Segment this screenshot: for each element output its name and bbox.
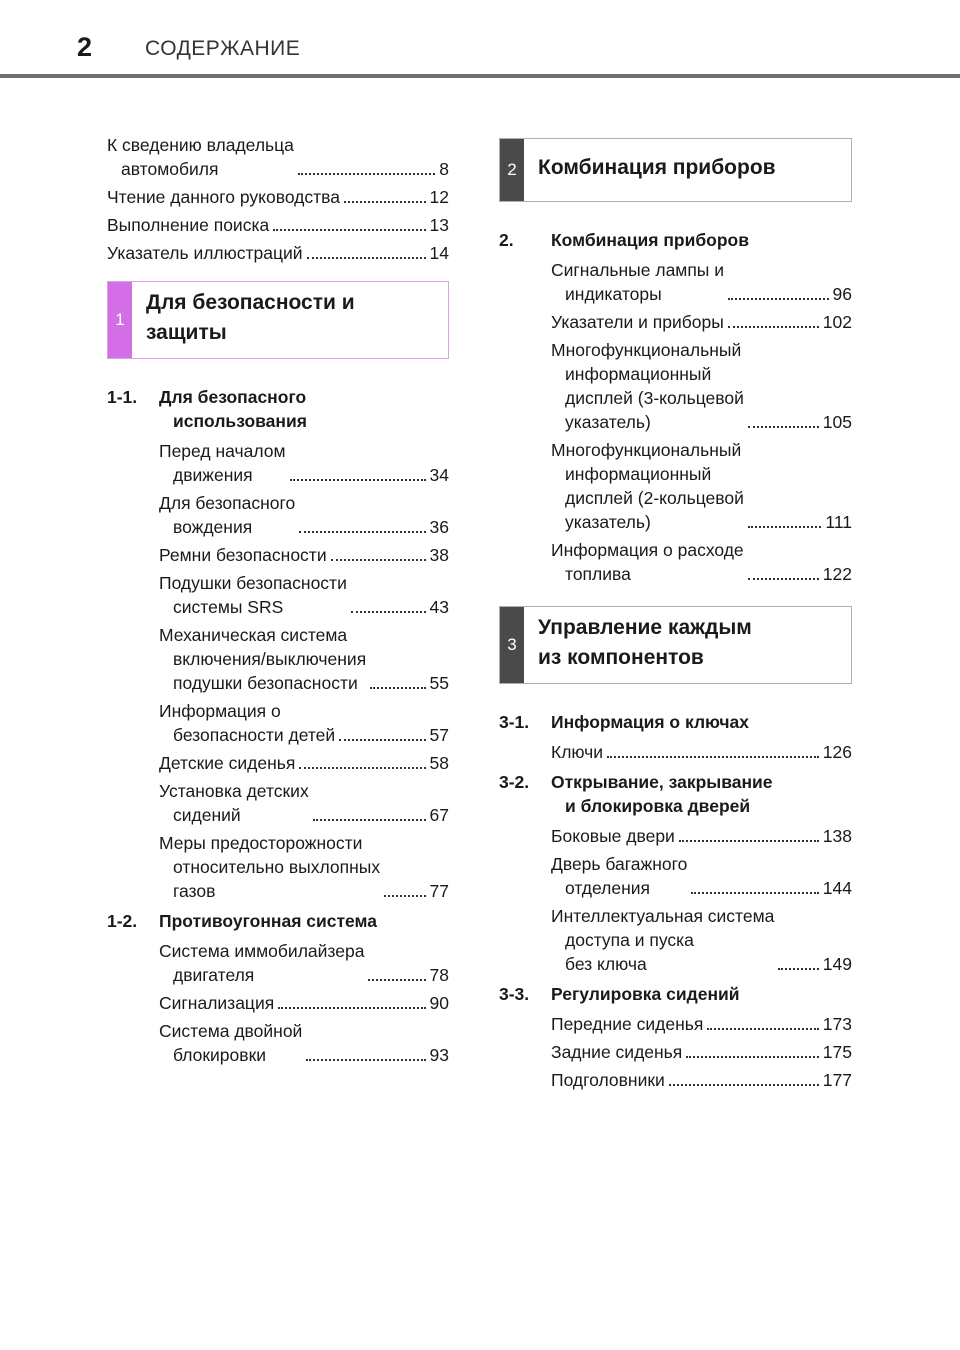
toc-entry-label: Детские сиденья <box>159 753 296 773</box>
section-number: 3 <box>500 607 524 683</box>
toc-category[interactable] <box>499 710 852 734</box>
toc-entry[interactable] <box>551 1040 852 1064</box>
toc-entry[interactable] <box>159 623 449 695</box>
dot-leader <box>298 173 435 175</box>
toc-category[interactable] <box>107 909 449 933</box>
toc-entry-label: Перед началом движения <box>159 441 286 485</box>
toc-entry-page: 8 <box>439 159 449 179</box>
dot-leader <box>351 611 426 613</box>
toc-category[interactable] <box>499 982 852 1006</box>
toc-category-title: Регулировка сидений <box>551 984 740 1004</box>
dot-leader <box>307 257 426 259</box>
toc-category-number: 1-2. <box>107 911 138 931</box>
toc-entry[interactable] <box>159 699 449 747</box>
toc-entry[interactable] <box>107 241 449 265</box>
toc-entry-page: 138 <box>822 826 852 846</box>
toc-column-right <box>499 138 852 1096</box>
toc-entry-page: 12 <box>429 187 449 207</box>
toc-entry-page: 14 <box>429 243 449 263</box>
toc-entry-label: Указатель иллюстраций <box>107 243 303 263</box>
toc-entry-page: 173 <box>822 1014 852 1034</box>
toc-entry[interactable] <box>551 740 852 764</box>
toc-entry-label: Для безопасного вождения <box>159 493 296 537</box>
toc-entry-label: Сигнальные лампы и индикаторы <box>551 260 725 304</box>
toc-entry[interactable] <box>551 1012 852 1036</box>
toc-column-left <box>107 133 449 1071</box>
toc-entry[interactable] <box>159 939 449 987</box>
dot-leader <box>306 1059 425 1061</box>
toc-entry-page: 90 <box>429 993 449 1013</box>
section-1 <box>107 281 449 1067</box>
toc-entry[interactable] <box>551 538 852 586</box>
toc-entry-page: 55 <box>429 673 449 693</box>
toc-entry[interactable] <box>159 543 449 567</box>
dot-leader <box>728 326 819 328</box>
section-3 <box>499 606 852 1092</box>
toc-category[interactable] <box>107 385 449 433</box>
toc-entry-label: К сведению владельца автомобиля <box>107 135 294 179</box>
toc-category-entries <box>159 939 449 1067</box>
toc-entry-page: 36 <box>429 517 449 537</box>
dot-leader <box>339 739 425 741</box>
section-title: Управление каждым из компонентов <box>538 616 752 669</box>
dot-leader <box>299 767 425 769</box>
dot-leader <box>290 479 426 481</box>
toc-entry[interactable] <box>551 824 852 848</box>
toc-entry-label: Многофункциональный информационный дисплей (3-кольцевой указатель) <box>551 340 744 432</box>
toc-entry-page: 57 <box>429 725 449 745</box>
section-header[interactable] <box>499 138 852 202</box>
toc-entry[interactable] <box>159 991 449 1015</box>
toc-entry-label: Чтение данного руководства <box>107 187 340 207</box>
dot-leader <box>679 840 819 842</box>
toc-entry-label: Сигнализация <box>159 993 275 1013</box>
toc-entry-page: 96 <box>832 284 852 304</box>
section-title: Комбинация приборов <box>538 156 776 179</box>
section-number: 2 <box>500 139 524 201</box>
toc-entry[interactable] <box>159 831 449 903</box>
toc-entry-label: Подголовники <box>551 1070 665 1090</box>
toc-category-title: Комбинация приборов <box>551 230 749 250</box>
toc-entry-page: 43 <box>429 597 449 617</box>
toc-entry-page: 175 <box>822 1042 852 1062</box>
toc-entry-page: 93 <box>429 1045 449 1065</box>
toc-entry-label: Установка детских сидений <box>159 781 309 825</box>
intro-entries <box>107 133 449 265</box>
toc-category-number: 3-2. <box>499 772 530 792</box>
toc-entry-label: Дверь багажного отделения <box>551 854 688 898</box>
dot-leader <box>691 892 818 894</box>
toc-entry[interactable] <box>159 439 449 487</box>
toc-entry[interactable] <box>551 258 852 306</box>
toc-entry-page: 144 <box>822 878 852 898</box>
toc-entry-label: Боковые двери <box>551 826 675 846</box>
toc-entry[interactable] <box>159 491 449 539</box>
toc-entry-label: Многофункциональный информационный дисплей (2-кольцевой указатель) <box>551 440 744 532</box>
toc-entry-page: 77 <box>429 881 449 901</box>
toc-entry[interactable] <box>159 779 449 827</box>
dot-leader <box>370 687 425 689</box>
page-header <box>0 0 960 80</box>
toc-entry-label: Указатели и приборы <box>551 312 724 332</box>
toc-entry-label: Ремни безопасности <box>159 545 327 565</box>
toc-entry[interactable] <box>107 185 449 209</box>
dot-leader <box>331 559 426 561</box>
toc-entry[interactable] <box>159 751 449 775</box>
toc-entry[interactable] <box>551 852 852 900</box>
toc-entry-page: 122 <box>822 564 852 584</box>
toc-category-number: 1-1. <box>107 387 138 407</box>
toc-entry-page: 149 <box>822 954 852 974</box>
toc-category-entries <box>159 439 449 903</box>
toc-category-entries <box>551 1012 852 1092</box>
dot-leader <box>313 819 426 821</box>
toc-entry-page: 34 <box>429 465 449 485</box>
toc-category[interactable] <box>499 770 852 818</box>
toc-category-title: Информация о ключах <box>551 712 749 732</box>
toc-entry-label: Система иммобилайзера двигателя <box>159 941 365 985</box>
toc-category-number: 3-3. <box>499 984 530 1004</box>
section-2 <box>499 138 852 586</box>
toc-entry-label: Информация о безопасности детей <box>159 701 336 745</box>
toc-entry[interactable] <box>107 133 449 181</box>
page-number: 2 <box>77 32 93 62</box>
toc-entry[interactable] <box>551 338 852 434</box>
toc-entry-label: Ключи <box>551 742 604 762</box>
dot-leader <box>384 895 425 897</box>
toc-entry-page: 111 <box>825 512 852 532</box>
toc-category-entries <box>551 824 852 976</box>
toc-category-entries <box>551 740 852 764</box>
toc-entry-page: 38 <box>429 545 449 565</box>
toc-category[interactable] <box>499 228 852 252</box>
header-divider <box>0 74 960 78</box>
toc-entry-page: 177 <box>822 1070 852 1090</box>
toc-category-title: Противоугонная система <box>159 911 378 931</box>
dot-leader <box>728 298 829 300</box>
toc-entry-page: 126 <box>822 742 852 762</box>
section-title: Для безопасности и защиты <box>146 291 355 344</box>
toc-category-number: 2. <box>499 230 514 250</box>
dot-leader <box>748 426 819 428</box>
toc-entry[interactable] <box>551 1068 852 1092</box>
toc-entry-page: 13 <box>429 215 449 235</box>
dot-leader <box>748 578 819 580</box>
toc-entry-label: Передние сиденья <box>551 1014 704 1034</box>
toc-entry[interactable] <box>159 571 449 619</box>
dot-leader <box>686 1056 819 1058</box>
dot-leader <box>748 526 822 528</box>
toc-entry-page: 58 <box>429 753 449 773</box>
toc-category-entries <box>551 258 852 586</box>
toc-entry[interactable] <box>551 310 852 334</box>
dot-leader <box>278 1007 425 1009</box>
toc-entry-page: 102 <box>822 312 852 332</box>
toc-entry-label: Меры предосторожности относительно выхлопных газов <box>159 833 381 901</box>
toc-entry[interactable] <box>551 904 852 976</box>
dot-leader <box>707 1028 818 1030</box>
dot-leader <box>273 229 425 231</box>
dot-leader <box>299 531 425 533</box>
toc-entry-label: Интеллектуальная система доступа и пуска без ключа <box>551 906 775 974</box>
toc-category-title: Открывание, закрывание и блокировка дверей <box>551 772 773 816</box>
toc-entry-page: 67 <box>429 805 449 825</box>
toc-entry[interactable] <box>551 438 852 534</box>
dot-leader <box>607 756 819 758</box>
section-header[interactable] <box>499 606 852 684</box>
page-title: СОДЕРЖАНИЕ <box>145 37 301 60</box>
toc-entry-page: 78 <box>429 965 449 985</box>
toc-entry-label: Информация о расходе топлива <box>551 540 744 584</box>
toc-entry-page: 105 <box>822 412 852 432</box>
toc-entry-label: Выполнение поиска <box>107 215 270 235</box>
toc-entry-label: Система двойной блокировки <box>159 1021 303 1065</box>
toc-category-number: 3-1. <box>499 712 530 732</box>
section-header[interactable] <box>107 281 449 359</box>
dot-leader <box>344 201 426 203</box>
dot-leader <box>368 979 425 981</box>
dot-leader <box>669 1084 819 1086</box>
toc-category-title: Для безопасного использования <box>159 387 307 431</box>
toc-entry[interactable] <box>159 1019 449 1067</box>
toc-entry-label: Задние сиденья <box>551 1042 683 1062</box>
toc-entry[interactable] <box>107 213 449 237</box>
toc-entry-label: Механическая система включения/выключения подушки безопасности <box>159 625 367 693</box>
toc-entry-label: Подушки безопасности системы SRS <box>159 573 347 617</box>
section-number: 1 <box>108 282 132 358</box>
dot-leader <box>778 968 818 970</box>
